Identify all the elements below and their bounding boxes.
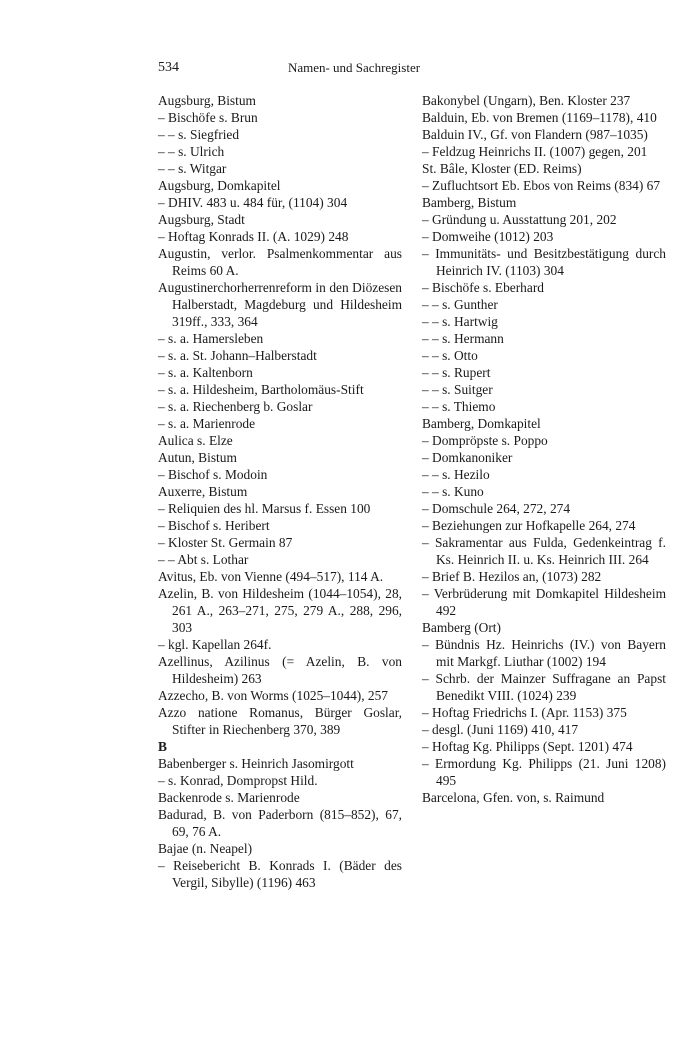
section-letter: B [158, 739, 167, 754]
index-entry: Barcelona, Gfen. von, s. Raimund [422, 790, 605, 805]
index-entry: Azzecho, B. von Worms (1025–1044), 257 [158, 688, 389, 703]
index-entry: Augustin, verlor. Psalmenkommentar aus Reims 60 A. [158, 246, 402, 278]
index-entry: – – s. Siegfried [158, 127, 240, 142]
index-entry: – – s. Otto [422, 348, 478, 363]
index-entry: Augsburg, Stadt [158, 212, 245, 227]
index-entry: Autun, Bistum [158, 450, 237, 465]
index-entry: – s. a. St. Johann–Halberstadt [158, 348, 317, 363]
index-entry: – Zufluchtsort Eb. Ebos von Reims (834) 67 [422, 178, 661, 193]
index-entry: – Dompröpste s. Poppo [422, 433, 548, 448]
index-entry: – Hoftag Kg. Philipps (Sept. 1201) 474 [422, 739, 633, 754]
index-entry: – Bischöfe s. Eberhard [422, 280, 544, 295]
index-entry: – Gründung u. Ausstattung 201, 202 [422, 212, 617, 227]
index-entry: – – s. Hartwig [422, 314, 498, 329]
index-entry: Babenberger s. Heinrich Jasomirgott [158, 756, 354, 771]
index-entry: – – s. Rupert [422, 365, 491, 380]
index-entry: – s. a. Riechenberg b. Goslar [158, 399, 313, 414]
index-entry: – – s. Hermann [422, 331, 504, 346]
index-entry: – Ermordung Kg. Philipps (21. Juni 1208) 495 [422, 756, 666, 788]
index-entry: – Bischöfe s. Brun [158, 110, 258, 125]
index-entry: – Domkanoniker [422, 450, 513, 465]
index-entry: – s. Konrad, Dompropst Hild. [158, 773, 318, 788]
index-entry: – Beziehungen zur Hofkapelle 264, 274 [422, 518, 636, 533]
index-entry: – Schrb. der Mainzer Suffragane an Papst Benedikt VIII. (1024) 239 [422, 671, 666, 703]
index-entry: – s. a. Kaltenborn [158, 365, 253, 380]
index-entry: Bakonybel (Ungarn), Ben. Kloster 237 [422, 93, 631, 108]
index-entry: – – Abt s. Lothar [158, 552, 249, 567]
index-entry: Bamberg, Domkapitel [422, 416, 541, 431]
index-entry: – – s. Ulrich [158, 144, 225, 159]
index-entry: Badurad, B. von Paderborn (815–852), 67, 69, 76 A. [158, 807, 402, 839]
index-entry: – Domschule 264, 272, 274 [422, 501, 571, 516]
running-head: Namen- und Sachregister [287, 60, 421, 75]
index-entry: – Hoftag Konrads II. (A. 1029) 248 [158, 229, 349, 244]
page-header [158, 60, 550, 82]
index-entry: – Kloster St. Germain 87 [158, 535, 293, 550]
index-entry: Azelin, B. von Hildesheim (1044–1054), 28, 261 A., 263–271, 275, 279 A., 288, 296, 303 [158, 586, 402, 635]
index-entry: Bamberg (Ort) [422, 620, 501, 635]
index-entry: St. Bâle, Kloster (ED. Reims) [422, 161, 582, 176]
index-entry: Augsburg, Domkapitel [158, 178, 281, 193]
index-entry: – Bischof s. Heribert [158, 518, 270, 533]
index-entry: – Verbrüderung mit Domkapitel Hildesheim 492 [422, 586, 666, 618]
index-entry: – Immunitäts- und Besitzbestätigung durch Heinrich IV. (1103) 304 [422, 246, 666, 278]
index-entry: – Feldzug Heinrichs II. (1007) gegen, 201 [422, 144, 648, 159]
index-entry: – – s. Suitger [422, 382, 493, 397]
index-entry: – Reliquien des hl. Marsus f. Essen 100 [158, 501, 371, 516]
index-entry: – kgl. Kapellan 264f. [158, 637, 272, 652]
page-number: 534 [158, 60, 179, 75]
index-entry: – Hoftag Friedrichs I. (Apr. 1153) 375 [422, 705, 627, 720]
index-entry: – DHIV. 483 u. 484 für, (1104) 304 [158, 195, 348, 210]
index-entry: – – s. Hezilo [422, 467, 490, 482]
index-entry: Azzo natione Romanus, Bürger Goslar, Stifter in Riechenberg 370, 389 [158, 705, 402, 737]
index-entry: – s. a. Hildesheim, Bartholomäus-Stift [158, 382, 364, 397]
index-entry: – – s. Gunther [422, 297, 498, 312]
index-entry: – – s. Witgar [158, 161, 227, 176]
index-entry: – Brief B. Hezilos an, (1073) 282 [422, 569, 602, 584]
index-entry: Balduin IV., Gf. von Flandern (987–1035) [422, 127, 648, 142]
index-entry: Bajae (n. Neapel) [158, 841, 253, 856]
index-column-left [158, 92, 402, 891]
index-entry: Bamberg, Bistum [422, 195, 517, 210]
index-entry: – s. a. Marienrode [158, 416, 256, 431]
index-entry: – – s. Thiemo [422, 399, 496, 414]
index-column-right [422, 92, 666, 806]
index-entry: Auxerre, Bistum [158, 484, 248, 499]
index-entry: – – s. Kuno [422, 484, 484, 499]
index-entry: – Bündnis Hz. Heinrichs (IV.) von Bayern mit Markgf. Liuthar (1002) 194 [422, 637, 666, 669]
index-entry: Augustinerchorherrenreform in den Diözesen Halberstadt, Magdeburg und Hildesheim 319ff., 333, 364 [158, 280, 402, 329]
index-entry: Backenrode s. Marienrode [158, 790, 300, 805]
index-entry: – desgl. (Juni 1169) 410, 417 [422, 722, 579, 737]
index-entry: – Reisebericht B. Konrads I. (Bäder des Vergil, Sibylle) (1196) 463 [158, 858, 402, 890]
index-entry: – Domweihe (1012) 203 [422, 229, 554, 244]
index-entry: Avitus, Eb. von Vienne (494–517), 114 A. [158, 569, 384, 584]
index-entry: – s. a. Hamersleben [158, 331, 264, 346]
index-entry: Augsburg, Bistum [158, 93, 256, 108]
index-entry: – Sakramentar aus Fulda, Gedenkeintrag f. Ks. Heinrich II. u. Ks. Heinrich III. 264 [422, 535, 666, 567]
index-entry: – Bischof s. Modoin [158, 467, 268, 482]
index-entry: Aulica s. Elze [158, 433, 233, 448]
index-entry: Azellinus, Azilinus (= Azelin, B. von Hildesheim) 263 [158, 654, 402, 686]
index-entry: Balduin, Eb. von Bremen (1169–1178), 410 [422, 110, 657, 125]
